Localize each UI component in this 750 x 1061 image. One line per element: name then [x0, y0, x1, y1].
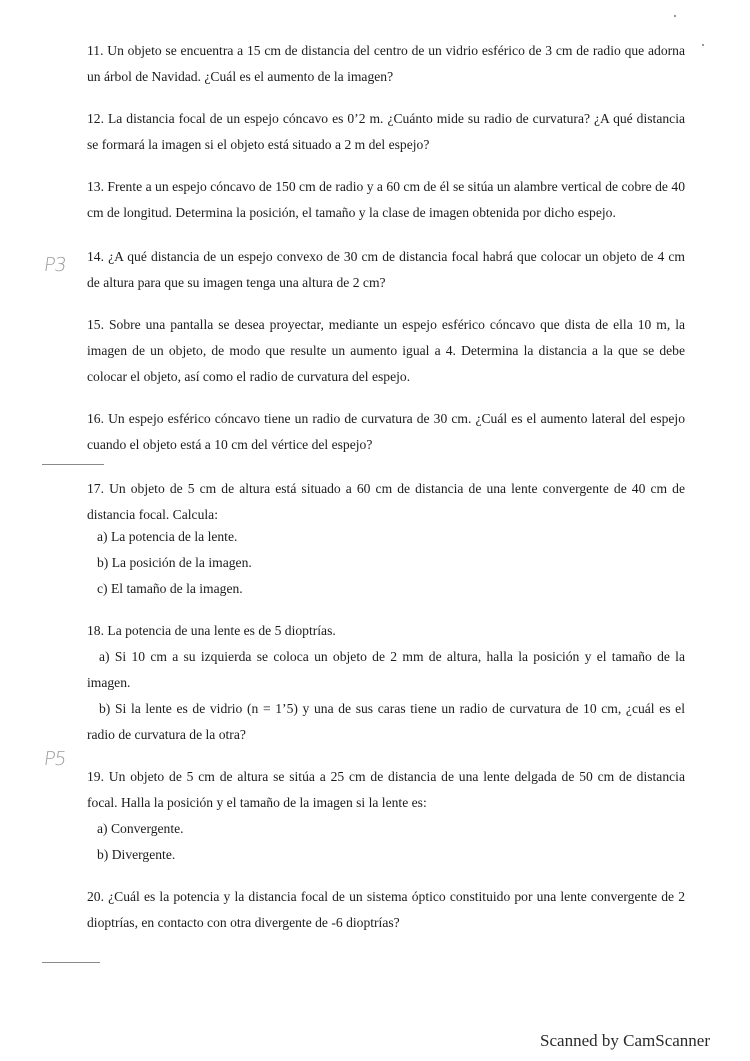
problem-18-part-b: b) Si la lente es de vidrio (n = 1’5) y una de sus caras tiene un radio de curvatura de 10 cm, ¿cuál es el radio de curvatura de la otra? — [87, 701, 685, 742]
problem-17-part-b: b) La posición de la imagen. — [97, 555, 252, 570]
camscanner-watermark: Scanned by CamScanner — [540, 1031, 710, 1050]
problem-19-part-b: b) Divergente. — [97, 847, 176, 862]
scan-speck-top — [674, 15, 676, 17]
scan-speck — [702, 44, 704, 46]
pen-mark-divider — [42, 464, 104, 465]
problem-15: 15. Sobre una pantalla se desea proyectar, mediante un espejo esférico cóncavo que dista de ella 10 m, la imagen de un objeto, de modo que resulte un aumento igual a 4. Determina la distancia a la que se debe colocar el objeto, así como el radio de curvatura del espejo. — [87, 317, 685, 384]
problem-19-part-a: a) Convergente. — [97, 821, 184, 836]
problem-17: 17. Un objeto de 5 cm de altura está situado a 60 cm de distancia de una lente convergente de 40 cm de distancia focal. Calcula: — [87, 481, 685, 522]
problem-14: 14. ¿A qué distancia de un espejo convexo de 30 cm de distancia focal habrá que colocar un objeto de 4 cm de altura para que su imagen tenga una altura de 2 cm? — [87, 249, 685, 290]
problem-18: 18. La potencia de una lente es de 5 dioptrías. — [87, 623, 336, 638]
problem-18-part-a: a) Si 10 cm a su izquierda se coloca un objeto de 2 mm de altura, halla la posición y el tamaño de la imagen. — [87, 649, 685, 690]
problem-20: 20. ¿Cuál es la potencia y la distancia focal de un sistema óptico constituido por una lente convergente de 2 dioptrías, en contacto con otra divergente de -6 dioptrías? — [87, 889, 685, 930]
problem-17-part-a: a) La potencia de la lente. — [97, 529, 238, 544]
problem-13: 13. Frente a un espejo cóncavo de 150 cm de radio y a 60 cm de él se sitúa un alambre vertical de cobre de 40 cm de longitud. Determina la posición, el tamaño y la clase de imagen obtenida por dicho espejo. — [87, 179, 685, 220]
pen-mark-divider-bottom — [42, 962, 100, 963]
problem-17-part-c: c) El tamaño de la imagen. — [97, 581, 243, 596]
problem-16: 16. Un espejo esférico cóncavo tiene un radio de curvatura de 30 cm. ¿Cuál es el aumento lateral del espejo cuando el objeto está a 10 cm del vértice del espejo? — [87, 411, 685, 452]
problem-11: 11. Un objeto se encuentra a 15 cm de distancia del centro de un vidrio esférico de 3 cm de radio que adorna un árbol de Navidad. ¿Cuál es el aumento de la imagen? — [87, 43, 685, 84]
problem-12: 12. La distancia focal de un espejo cóncavo es 0’2 m. ¿Cuánto mide su radio de curvatura? ¿A qué distancia se formará la imagen si el objeto está situado a 2 m del espejo? — [87, 111, 685, 152]
margin-note-p5: P5 — [42, 748, 68, 770]
problem-19: 19. Un objeto de 5 cm de altura se sitúa a 25 cm de distancia de una lente delgada de 50 cm de distancia focal. Halla la posición y el tamaño de la imagen si la lente es: — [87, 769, 685, 810]
margin-note-p3: P3 — [42, 254, 68, 276]
